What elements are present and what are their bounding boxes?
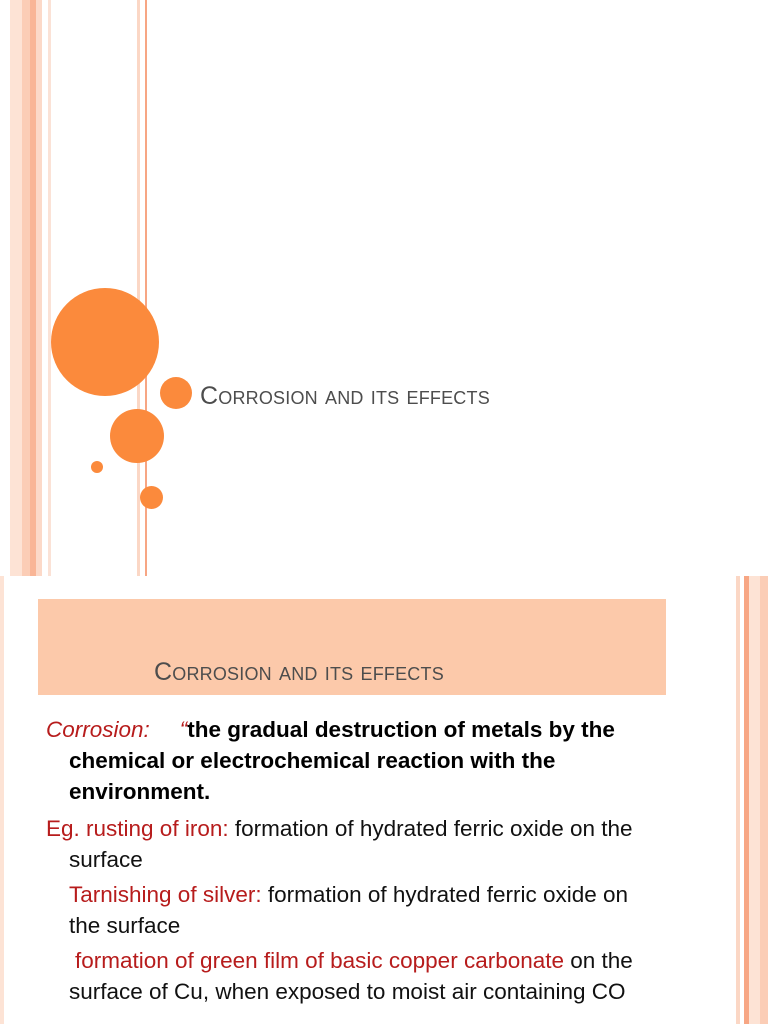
example-text: formation of hydrated ferric oxide on the surface xyxy=(69,816,633,872)
slide-body xyxy=(46,714,656,1007)
decorative-stripe xyxy=(36,0,42,576)
decorative-stripe xyxy=(749,576,760,1024)
decorative-stripe xyxy=(760,576,768,1024)
slide-title: Corrosion and its effects xyxy=(154,658,444,686)
decorative-stripe xyxy=(10,0,22,576)
example-text: on the surface of Cu, when exposed to moist air containing CO xyxy=(69,948,633,1004)
example-label: Eg. rusting of iron: xyxy=(46,816,229,841)
content-slide xyxy=(0,576,768,1024)
definition-term: Corrosion: xyxy=(46,717,150,742)
decorative-stripe xyxy=(22,0,30,576)
quote-mark: “ xyxy=(179,717,188,742)
decorative-circle-tiny xyxy=(91,461,103,473)
decorative-stripe xyxy=(137,0,140,576)
example-text: formation of hydrated ferric oxide on the surface xyxy=(69,882,629,938)
example-paragraph xyxy=(46,945,656,1007)
example-label: Tarnishing of silver: xyxy=(69,882,262,907)
decorative-stripe xyxy=(48,0,51,576)
example-paragraph xyxy=(46,879,656,941)
decorative-circle-small xyxy=(160,377,192,409)
definition-text: the gradual destruction of metals by the chemical or electrochemical reaction with the environment. xyxy=(69,717,615,804)
example-label: formation of green film of basic copper carbonate xyxy=(75,948,565,973)
decorative-stripe xyxy=(736,576,740,1024)
example-paragraph xyxy=(46,813,656,875)
decorative-circle-medium xyxy=(110,409,164,463)
decorative-circle-small xyxy=(140,486,163,509)
decorative-stripe xyxy=(0,576,4,1024)
definition-paragraph xyxy=(46,714,656,807)
decorative-circle-large xyxy=(51,288,159,396)
slide-title: Corrosion and its effects xyxy=(200,382,490,410)
